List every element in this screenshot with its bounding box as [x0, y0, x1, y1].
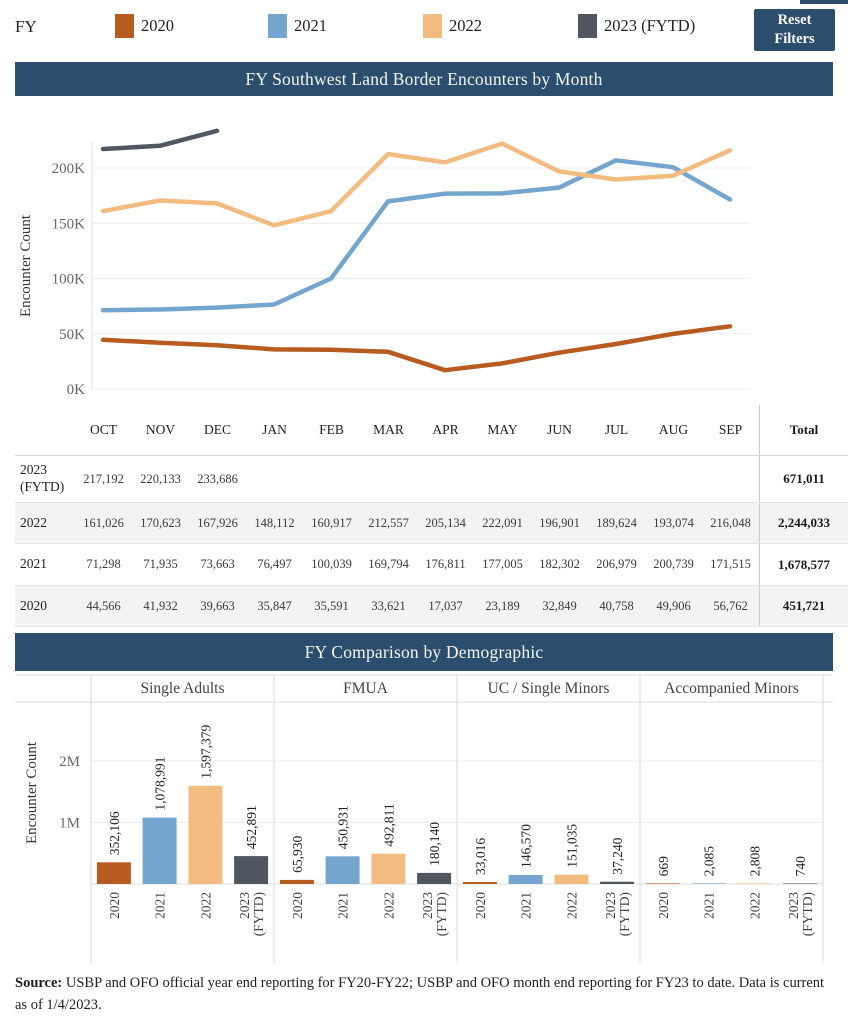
x-tick-label: 2022 [747, 892, 763, 919]
table-cell: 170,623 [140, 515, 181, 530]
y-tick-label: 1M [59, 815, 80, 832]
bar-value-label: 2,808 [747, 846, 763, 877]
source-text: USBP and OFO official year end reporting for FY20-FY22; USBP and OFO month end reporting for FY23 to date. Data is current as of 1/4/2023. [15, 975, 825, 1014]
bar-value-label: 452,891 [244, 805, 260, 850]
table-cell: 35,591 [314, 598, 349, 613]
legend-swatch-2023 [578, 14, 597, 38]
bar-value-label: 151,035 [564, 823, 580, 868]
legend-label-2022: 2022 [449, 16, 482, 35]
table-row-label: 2020 [20, 597, 47, 613]
table-cell: 217,192 [83, 471, 124, 486]
table-row [15, 544, 848, 586]
table-total-cell: 1,678,577 [759, 544, 848, 585]
bar-value-label: 37,240 [610, 837, 626, 875]
table-cell: 196,901 [539, 515, 580, 530]
y-tick-label: 0K [66, 382, 85, 398]
table-row [15, 503, 848, 544]
table-cell: 216,048 [710, 515, 751, 530]
table-total-cell: 2,244,033 [759, 503, 848, 543]
bar-value-label: 33,016 [472, 837, 488, 875]
legend-swatch-2021 [268, 14, 287, 38]
table-col-header: NOV [145, 422, 176, 437]
x-tick-label: (FYTD) [617, 892, 633, 937]
bar[interactable] [692, 883, 726, 884]
bar[interactable] [280, 880, 314, 884]
table-cell: 148,112 [254, 515, 295, 530]
table-cell: 160,917 [311, 515, 352, 530]
bar[interactable] [143, 818, 177, 884]
table-total-cell: 671,011 [759, 456, 848, 502]
bar[interactable] [600, 882, 634, 884]
x-tick-label: 2021 [701, 892, 717, 919]
source-note [15, 972, 835, 1017]
table-col-header: OCT [90, 422, 117, 437]
legend-swatch-2022 [423, 14, 442, 38]
legend-label-2020: 2020 [141, 16, 174, 35]
x-tick-label: 2023 [237, 892, 253, 919]
line-chart-canvas[interactable] [0, 100, 848, 405]
x-tick-label: 2021 [518, 892, 534, 919]
bar-value-label: 2,085 [701, 846, 717, 877]
table-col-header: MAY [487, 422, 518, 437]
table-col-header: JUL [604, 422, 629, 437]
table-cell: 17,037 [428, 598, 463, 613]
table-cell: 171,515 [710, 557, 751, 571]
bar[interactable] [646, 883, 680, 884]
bar[interactable] [371, 854, 405, 884]
x-tick-label: 2022 [198, 892, 214, 919]
bar-value-label: 450,931 [335, 805, 351, 850]
bar[interactable] [234, 856, 268, 884]
line-series-2021[interactable] [103, 160, 730, 310]
bar-value-label: 146,570 [518, 824, 534, 868]
table-row-label: 2022 [20, 514, 47, 530]
y-axis-title: Encounter Count [24, 741, 40, 845]
x-tick-label: (FYTD) [434, 892, 450, 937]
table-cell: 205,134 [425, 515, 466, 530]
table-cell: 100,039 [311, 557, 352, 571]
bar-value-label: 669 [655, 856, 671, 877]
line-series-2023[interactable] [103, 131, 217, 149]
table-cell: 233,686 [197, 471, 238, 486]
source-label: Source: [15, 975, 63, 991]
table-cell: 40,758 [599, 598, 634, 613]
legend-item-2022[interactable] [423, 14, 482, 38]
y-tick-label: 100K [51, 271, 85, 288]
filter-bar [0, 0, 848, 56]
legend-swatch-2020 [115, 14, 134, 38]
table-cell: 49,906 [656, 598, 691, 613]
table-cell: 56,762 [713, 598, 748, 613]
line-chart-title-bar [15, 62, 833, 96]
table-cell: 41,932 [143, 598, 178, 613]
table-cell: 212,557 [368, 515, 409, 530]
table-cell: 32,849 [542, 598, 577, 613]
bar[interactable] [326, 856, 360, 884]
line-series-2020[interactable] [103, 326, 730, 370]
x-tick-label: (FYTD) [251, 892, 267, 937]
table-col-header: SEP [718, 422, 743, 437]
x-tick-label: 2021 [152, 892, 168, 919]
table-col-header: DEC [204, 422, 231, 437]
fy-filter-label: FY [15, 17, 37, 36]
table-col-header: JAN [262, 422, 287, 437]
table-cell: 176,811 [425, 557, 466, 571]
bar[interactable] [188, 786, 222, 884]
x-tick-label: 2020 [472, 892, 488, 919]
table-col-header: FEB [319, 422, 344, 437]
x-tick-label: 2020 [655, 892, 671, 919]
x-tick-label: 2023 [603, 892, 619, 919]
y-tick-label: 200K [51, 161, 85, 177]
x-tick-label: 2020 [106, 892, 122, 919]
table-cell: 71,935 [143, 557, 178, 571]
top-edge-decoration [800, 0, 848, 4]
bar[interactable] [509, 875, 543, 884]
legend-label-2023: 2023 (FYTD) [604, 16, 696, 35]
bar[interactable] [417, 873, 451, 884]
table-row-label: 2021 [20, 556, 47, 572]
x-tick-label: 2022 [564, 892, 580, 919]
table-cell: 73,663 [200, 557, 235, 571]
table-cell: 44,566 [86, 598, 121, 613]
y-axis-title: Encounter Count [18, 214, 34, 318]
table-cell: 167,926 [197, 515, 238, 530]
monthly-encounters-table [15, 405, 848, 627]
bar-value-label: 352,106 [106, 811, 122, 856]
table-row-label: 2023 (FYTD) [20, 462, 65, 494]
legend-item-2020[interactable] [115, 14, 174, 38]
demographic-header: Accompanied Minors [664, 680, 799, 697]
bar[interactable] [97, 862, 131, 884]
bar-value-label: 1,597,379 [198, 724, 214, 779]
table-col-header: Total [759, 405, 848, 455]
table-col-header: AUG [658, 422, 689, 437]
y-tick-label: 50K [59, 326, 85, 343]
table-total-cell: 451,721 [759, 586, 848, 626]
table-cell: 35,847 [257, 598, 292, 613]
table-cell: 33,621 [371, 598, 406, 613]
table-cell: 177,005 [482, 557, 523, 571]
bar-chart-title: FY Comparison by Demographic [304, 641, 544, 662]
demographic-header: FMUA [343, 680, 388, 697]
table-cell: 200,739 [653, 557, 694, 571]
x-tick-label: 2023 [786, 892, 802, 919]
table-cell: 222,091 [482, 515, 523, 530]
table-cell: 169,794 [368, 557, 409, 571]
table-col-header: MAR [373, 422, 404, 437]
y-tick-label: 150K [51, 216, 85, 233]
table-cell: 189,624 [596, 515, 637, 530]
table-cell: 220,133 [140, 471, 181, 486]
demographic-header: UC / Single Minors [487, 680, 610, 697]
legend-item-2021[interactable] [268, 14, 327, 38]
table-cell: 39,663 [200, 598, 235, 613]
bar-value-label: 1,078,991 [152, 756, 168, 811]
line-series-2022[interactable] [103, 144, 730, 226]
table-cell: 23,189 [485, 598, 520, 613]
table-row [15, 456, 848, 503]
bar[interactable] [737, 883, 771, 884]
x-tick-label: 2023 [420, 892, 436, 919]
table-col-header: APR [432, 422, 459, 437]
bar-value-label: 740 [793, 856, 809, 877]
line-chart-title: FY Southwest Land Border Encounters by Month [245, 68, 603, 89]
table-header-row [15, 405, 848, 456]
legend-label-2021: 2021 [294, 16, 327, 35]
table-cell: 161,026 [83, 515, 124, 530]
bar-chart-canvas[interactable] [0, 674, 848, 966]
bar-value-label: 65,930 [289, 835, 305, 873]
bar[interactable] [783, 883, 817, 884]
table-cell: 193,074 [653, 515, 694, 530]
legend-item-2023[interactable] [578, 14, 695, 38]
x-tick-label: 2021 [335, 892, 351, 919]
table-cell: 182,302 [539, 557, 580, 571]
reset-filters-button[interactable]: Reset Filters [754, 9, 835, 51]
demographic-header: Single Adults [140, 680, 225, 697]
bar-chart-title-bar [15, 633, 833, 671]
table-row [15, 586, 848, 627]
y-tick-label: 2M [59, 754, 80, 770]
table-cell: 71,298 [86, 557, 121, 571]
table-col-header: JUN [547, 422, 572, 437]
bar-value-label: 492,811 [381, 803, 397, 847]
x-tick-label: 2022 [381, 892, 397, 919]
x-tick-label: 2020 [289, 892, 305, 919]
x-tick-label: (FYTD) [800, 892, 816, 937]
bar-value-label: 180,140 [427, 822, 443, 866]
table-cell: 76,497 [257, 557, 292, 571]
table-cell: 206,979 [596, 557, 637, 571]
bar[interactable] [463, 882, 497, 884]
bar[interactable] [554, 875, 588, 884]
